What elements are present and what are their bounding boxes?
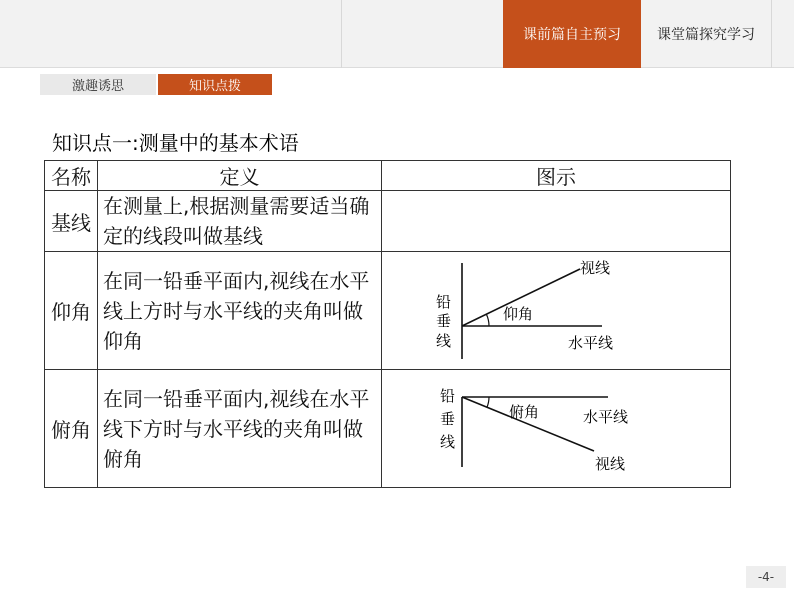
plumb-label: 铅 xyxy=(440,386,456,405)
plumb-label: 垂 xyxy=(440,409,456,428)
elevation-diagram xyxy=(382,253,730,369)
section-title: 知识点一:测量中的基本术语 xyxy=(52,131,299,155)
page-number: -4- xyxy=(746,566,786,588)
tab-class-study[interactable]: 课堂篇探究学习 xyxy=(657,27,755,43)
elevation-figure xyxy=(382,252,731,370)
header-name: 名称 xyxy=(45,161,98,191)
subtab-motivation[interactable]: 激趣诱思 xyxy=(40,74,156,95)
angle-label: 仰角 xyxy=(503,304,534,323)
plumb-label: 线 xyxy=(440,432,456,451)
terms-table xyxy=(44,160,731,488)
row-name: 仰角 xyxy=(45,252,98,370)
horizontal-label: 水平线 xyxy=(568,333,614,352)
depression-figure xyxy=(382,370,731,488)
table-row xyxy=(45,191,731,252)
sight-label: 视线 xyxy=(595,454,626,473)
tab-preview[interactable]: 课前篇自主预习 xyxy=(503,0,641,68)
row-name: 俯角 xyxy=(45,370,98,488)
row-definition: 在同一铅垂平面内,视线在水平线下方时与水平线的夹角叫做俯角 xyxy=(98,370,382,488)
angle-label: 俯角 xyxy=(509,402,540,421)
horizontal-label: 水平线 xyxy=(583,407,629,426)
nav-divider xyxy=(771,0,772,68)
angle-arc xyxy=(487,314,490,326)
plumb-label: 垂 xyxy=(436,311,452,330)
row-name: 基线 xyxy=(45,191,98,252)
depression-diagram xyxy=(382,371,730,487)
row-definition: 在测量上,根据测量需要适当确定的线段叫做基线 xyxy=(98,191,382,252)
table-row xyxy=(45,370,731,488)
plumb-label: 线 xyxy=(436,331,452,350)
nav-divider xyxy=(341,0,342,68)
table-header-row xyxy=(45,161,731,191)
subtab-knowledge[interactable]: 知识点拨 xyxy=(158,74,272,95)
plumb-label: 铅 xyxy=(436,292,452,311)
header-definition: 定义 xyxy=(98,161,382,191)
row-definition: 在同一铅垂平面内,视线在水平线上方时与水平线的夹角叫做仰角 xyxy=(98,252,382,370)
header-figure: 图示 xyxy=(382,161,731,191)
row-figure-empty xyxy=(382,191,731,252)
angle-arc xyxy=(487,397,489,407)
table-row xyxy=(45,252,731,370)
sight-label: 视线 xyxy=(580,258,611,277)
